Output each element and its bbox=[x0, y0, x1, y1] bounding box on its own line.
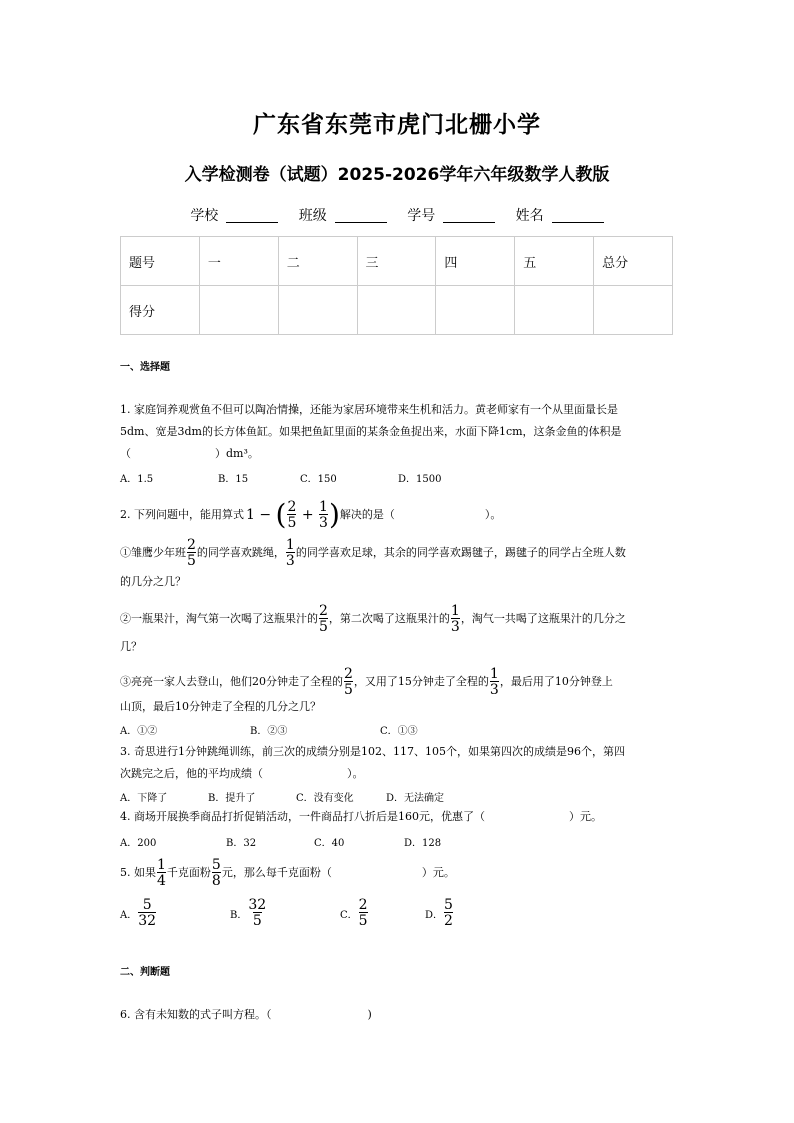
table-cell: 四 bbox=[436, 237, 515, 286]
fraction: $\frac{5}{8}$ bbox=[211, 857, 221, 889]
question-4-line: 4. 商场开展换季商品打折促销活动，一件商品打八折后是160元，优惠了（ ）元。 bbox=[120, 810, 602, 823]
table-row bbox=[121, 237, 673, 286]
option-c[interactable]: C．150 bbox=[300, 474, 337, 485]
fraction: $\frac{5}{2}$ bbox=[444, 897, 453, 929]
math-expression: 1 − ( $\frac{2}{5}$ + $\frac{1}{3}$ ) bbox=[246, 498, 340, 531]
class-field: 班级 bbox=[295, 208, 391, 224]
option-b[interactable]: B．32 bbox=[226, 838, 257, 849]
option-b[interactable]: B．②③ bbox=[250, 726, 288, 737]
option-a[interactable]: A．下降了 bbox=[120, 793, 168, 804]
option-b[interactable]: B．提升了 bbox=[208, 793, 256, 804]
score-cell[interactable] bbox=[436, 286, 515, 335]
question-2-item-3-cont: 山顶，最后10分钟走了全程的几分之几？ bbox=[120, 700, 321, 713]
question-1-line-2: 5dm、宽是3dm的长方体鱼缸。如果把鱼缸里面的某条金鱼捉出来，水面下降1cm，这条金鱼的体积是 bbox=[120, 425, 622, 438]
paren-left-icon: ( bbox=[275, 498, 287, 531]
question-3-line-2: 次跳完之后，他的平均成绩（ ）。 bbox=[120, 767, 364, 780]
id-blank[interactable] bbox=[443, 208, 495, 223]
fraction: $\frac{1}{4}$ bbox=[157, 857, 166, 889]
option-b[interactable]: B．15 bbox=[218, 474, 249, 485]
fraction: $\frac{2}{5}$ bbox=[319, 603, 328, 635]
table-cell: 二 bbox=[278, 237, 357, 286]
score-cell[interactable] bbox=[594, 286, 673, 335]
fraction: $\frac{2}{5}$ bbox=[344, 666, 353, 698]
school-blank[interactable] bbox=[226, 208, 278, 223]
name-blank[interactable] bbox=[552, 208, 604, 223]
fraction: $\frac{5}{32}$ bbox=[138, 897, 157, 929]
section-heading: 一、选择题 bbox=[120, 362, 170, 373]
fraction: $\frac{1}{3}$ bbox=[285, 537, 295, 569]
school-field: 学校 bbox=[186, 208, 282, 224]
option-a[interactable]: A． $\frac{5}{32}$ bbox=[120, 897, 157, 929]
option-c[interactable]: C．没有变化 bbox=[296, 793, 354, 804]
fraction: $\frac{1}{3}$ bbox=[489, 666, 499, 698]
score-cell[interactable] bbox=[199, 286, 278, 335]
question-5-line: 5. 如果 $\frac{1}{4}$ 千克面粉 $\frac{5}{8}$ 元，那么每千克面粉（ ）元。 bbox=[120, 857, 455, 889]
paren-right-icon: ) bbox=[328, 498, 340, 531]
score-cell[interactable] bbox=[278, 286, 357, 335]
table-cell: 题号 bbox=[121, 237, 200, 286]
option-b[interactable]: B． $\frac{32}{5}$ bbox=[230, 897, 267, 929]
option-c[interactable]: C． $\frac{2}{5}$ bbox=[340, 897, 368, 929]
option-a[interactable]: A．1.5 bbox=[120, 474, 154, 485]
option-a[interactable]: A．①② bbox=[120, 726, 158, 737]
question-2-item-1-cont: 的几分之几？ bbox=[120, 575, 186, 588]
question-6-line: 6. 含有未知数的式子叫方程。（ ) bbox=[120, 1008, 372, 1021]
option-c[interactable]: C．40 bbox=[314, 838, 345, 849]
table-cell: 五 bbox=[515, 237, 594, 286]
fraction: $\frac{32}{5}$ bbox=[248, 897, 267, 929]
class-blank[interactable] bbox=[335, 208, 387, 223]
option-d[interactable]: D．无法确定 bbox=[386, 793, 445, 804]
document-subtitle: 入学检测卷（试题）2025-2026学年六年级数学人教版 bbox=[184, 165, 610, 185]
fraction: $\frac{2}{5}$ bbox=[358, 897, 368, 929]
fraction: $\frac{2}{5}$ bbox=[187, 537, 196, 569]
student-info-line bbox=[0, 205, 794, 225]
document-title: 广东省东莞市虎门北栅小学 bbox=[253, 112, 541, 138]
question-1-line-3: （ ）dm³。 bbox=[120, 447, 259, 460]
table-cell: 得分 bbox=[121, 286, 200, 335]
question-2-item-3: ③亮亮一家人去登山，他们20分钟走了全程的 $\frac{2}{5}$ ，又用了15分钟走了全程的 $\frac{1}{3}$ ，最后用了10分钟登上 bbox=[120, 666, 613, 698]
option-d[interactable]: D． $\frac{5}{2}$ bbox=[425, 897, 453, 929]
question-2-item-2-cont: 几？ bbox=[120, 640, 142, 653]
option-d[interactable]: D．128 bbox=[404, 838, 442, 849]
question-3-line-1: 3. 奇思进行1分钟跳绳训练，前三次的成绩分别是102、117、105个，如果第四次的成绩是96个，第四 bbox=[120, 745, 625, 758]
fraction: $\frac{1}{3}$ bbox=[450, 603, 460, 635]
name-field: 姓名 bbox=[512, 208, 608, 224]
id-field: 学号 bbox=[403, 208, 499, 224]
table-cell: 三 bbox=[357, 237, 436, 286]
score-table bbox=[120, 236, 673, 335]
score-cell[interactable] bbox=[357, 286, 436, 335]
question-1-line-1: 1. 家庭饲养观赏鱼不但可以陶冶情操，还能为家居环境带来生机和活力。黄老师家有一个从里面量长是 bbox=[120, 403, 618, 416]
option-d[interactable]: D．1500 bbox=[398, 474, 442, 485]
option-a[interactable]: A．200 bbox=[120, 838, 157, 849]
question-2-item-2: ②一瓶果汁，淘气第一次喝了这瓶果汁的 $\frac{2}{5}$ ，第二次喝了这瓶果汁的 $\frac{1}{3}$ ，淘气一共喝了这瓶果汁的几分之 bbox=[120, 603, 626, 635]
section-heading: 二、判断题 bbox=[120, 967, 170, 978]
score-cell[interactable] bbox=[515, 286, 594, 335]
table-cell: 总分 bbox=[594, 237, 673, 286]
table-cell: 一 bbox=[199, 237, 278, 286]
question-2-item-1: ①雏鹰少年班 $\frac{2}{5}$ 的同学喜欢跳绳， $\frac{1}{3}$ 的同学喜欢足球，其余的同学喜欢踢毽子，踢毽子的同学占全班人数 bbox=[120, 537, 626, 569]
table-row bbox=[121, 286, 673, 335]
option-c[interactable]: C．①③ bbox=[380, 726, 418, 737]
fraction: $\frac{2}{5}$ bbox=[287, 499, 297, 531]
fraction: $\frac{1}{3}$ bbox=[319, 499, 328, 531]
question-2-stem: 2. 下列问题中，能用算式 1 − ( $\frac{2}{5}$ + $\frac{1}{3}$ ) 解决的是（ ）。 bbox=[120, 498, 502, 531]
